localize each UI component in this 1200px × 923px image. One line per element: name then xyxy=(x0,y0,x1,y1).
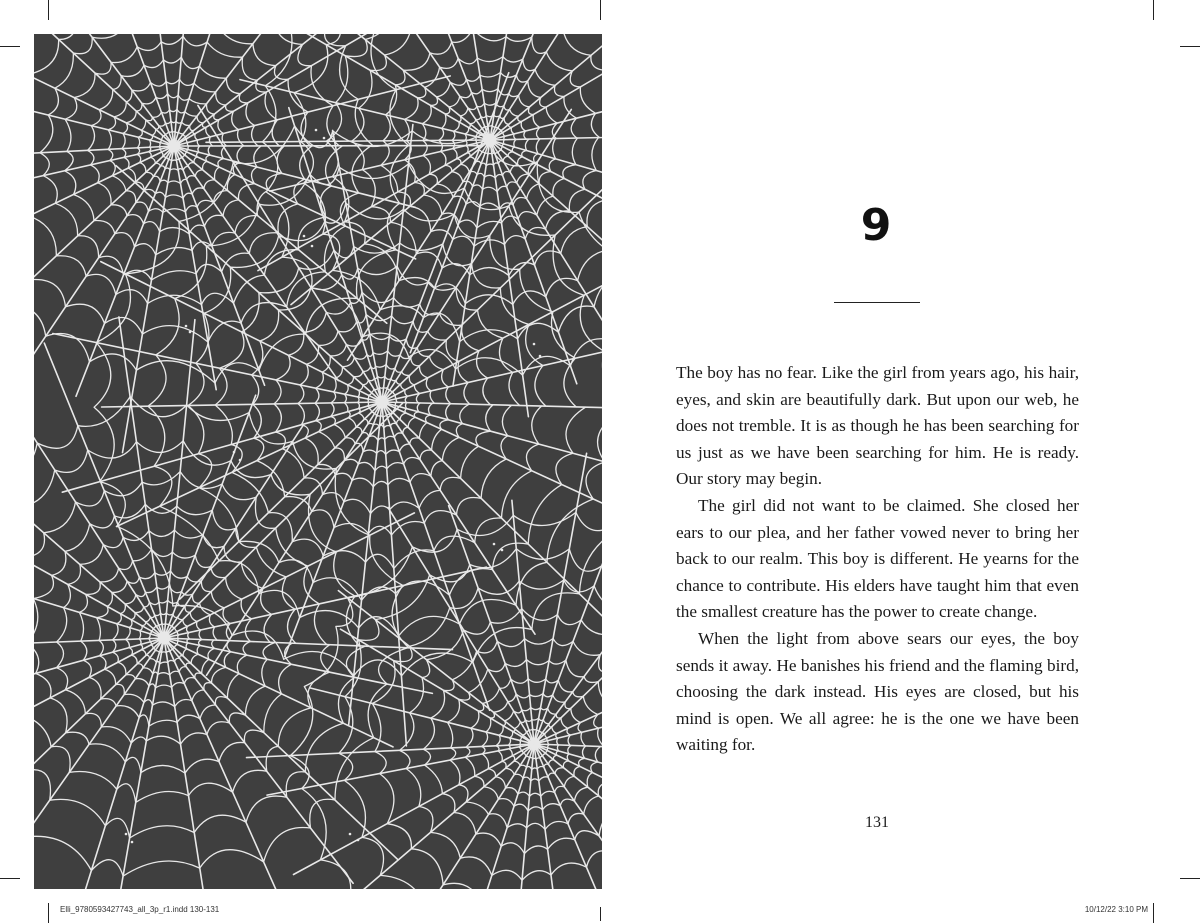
print-slug-timestamp: 10/12/22 3:10 PM xyxy=(1084,905,1148,914)
web-strand xyxy=(34,515,164,638)
web-strand xyxy=(164,638,288,889)
web-strand xyxy=(102,402,382,407)
paragraph: When the light from above sears our eyes, the boy sends it away. He banishes his friend and the flaming bird, choosing the dark instead. His eyes are closed, but his mind is open. We all agree: he is the one we have been waiting for. xyxy=(676,628,1079,755)
page-number: 131 xyxy=(865,814,889,831)
web-speck xyxy=(189,331,192,334)
web-speck xyxy=(315,129,318,132)
crop-mark xyxy=(1153,0,1154,20)
web-strand xyxy=(290,512,602,889)
web-speck xyxy=(533,343,536,346)
crop-mark xyxy=(600,0,601,20)
crop-mark xyxy=(1180,46,1200,47)
crop-mark xyxy=(0,46,20,47)
chapter-number: 9 xyxy=(860,200,892,251)
web-speck xyxy=(539,355,542,358)
spiderweb-art xyxy=(34,34,602,889)
web-speck xyxy=(233,451,236,454)
web-strand xyxy=(270,34,490,140)
web-speck xyxy=(501,549,504,552)
web-strand xyxy=(174,34,346,146)
paragraph: The boy has no fear. Like the girl from years ago, his hair, eyes, and skin are beautifully dark. But upon our web, he does not tremble. It is as though he has been searching for us just as we have been searching for him. He is ready. Our story may begin. xyxy=(676,363,1079,489)
web-strand xyxy=(382,260,602,402)
web-strand xyxy=(490,134,602,140)
web-speck xyxy=(185,325,188,328)
web-strand xyxy=(339,744,534,889)
web-strand xyxy=(53,334,382,403)
web-strand xyxy=(180,402,382,599)
web-strand xyxy=(34,146,174,200)
spiderweb-illustration xyxy=(34,34,602,889)
crop-mark xyxy=(48,903,49,923)
web-strand xyxy=(164,395,256,638)
crop-mark xyxy=(48,0,49,20)
print-slug-filename: Elli_9780593427743_all_3p_r1.indd 130-131 xyxy=(60,905,220,914)
web-speck xyxy=(349,833,352,836)
chapter-divider xyxy=(834,302,920,303)
web-speck xyxy=(125,833,128,836)
web-strand xyxy=(490,140,602,304)
web-strand xyxy=(65,638,164,889)
crop-mark xyxy=(1153,903,1154,923)
paragraph: The girl did not want to be claimed. She closed her ears to our plea, and her father vowed never to bring her back to our realm. This boy is different. He yearns for the chance to contribute. His elders have taught him that even the smallest creature has the power to create change. xyxy=(676,495,1079,622)
web-speck xyxy=(311,245,314,248)
web-speck xyxy=(239,459,242,462)
web-strand xyxy=(34,638,164,854)
web-speck xyxy=(131,841,134,844)
web-strand xyxy=(116,638,164,889)
web-strand xyxy=(270,140,490,191)
chapter-body xyxy=(676,360,1079,759)
web-strand xyxy=(388,508,534,745)
crop-mark xyxy=(1180,878,1200,879)
web-strand xyxy=(164,320,195,638)
web-strand xyxy=(449,506,534,744)
web-speck xyxy=(303,235,306,238)
web-speck xyxy=(493,543,496,546)
crop-mark xyxy=(0,878,20,879)
web-strand xyxy=(267,744,534,795)
web-speck xyxy=(357,839,360,842)
web-strand xyxy=(382,402,602,649)
web-strand xyxy=(174,34,196,146)
web-strand xyxy=(119,317,164,638)
crop-mark xyxy=(600,907,601,921)
web-speck xyxy=(323,137,326,140)
